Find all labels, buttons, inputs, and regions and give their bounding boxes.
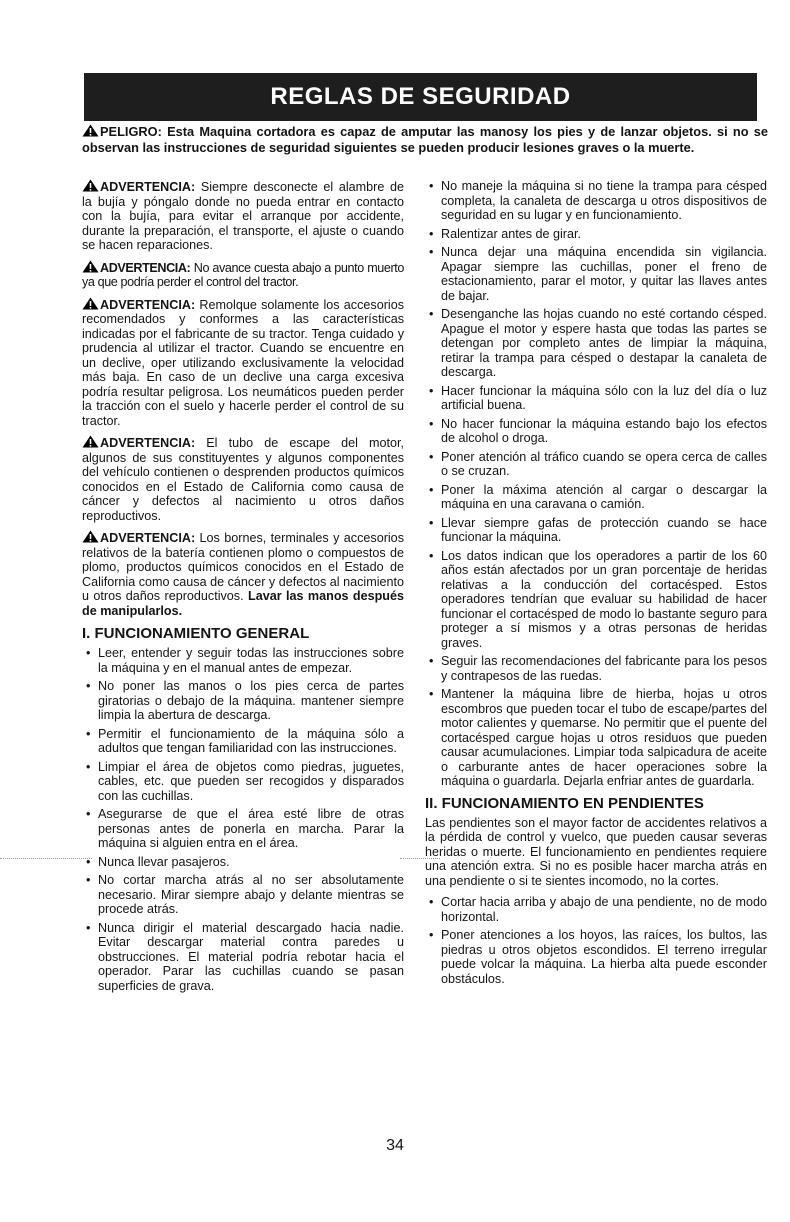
list-item: • Ralentizar antes de girar. xyxy=(425,227,767,242)
warning-text: No avance cuesta abajo a punto muerto ya que podría perder el control del tractor. xyxy=(82,260,404,289)
warning-triangle-icon xyxy=(82,297,99,310)
warning-label: ADVERTENCIA: xyxy=(100,436,196,450)
list-item: • Hacer funcionar la máquina sólo con la luz del día o luz artificial buena. xyxy=(425,384,767,413)
warning-triangle-icon xyxy=(82,179,99,192)
warning-text: Remolque solamente los accesorios recomendados y conformes a las características indicadas por el fabricante de su tractor. Tenga cuidado y prudencia al utilizar el tractor. Cuando se encuentre en un declive, oper utilizando exclusivamente la velocidad más baja. En caso de un declive una carga excesiva podría resultar peligrosa. Los neumáticos pueden perder la tracción con el suelo y hacerle perder el control de su tractor. xyxy=(82,297,404,428)
list-item: • Mantener la máquina libre de hierba, hojas u otros escombros que pueden tocar el tubo de escape/partes del motor calientes y quemarse. No permitir que el puente del cortacésped cargue hojas u otros residuos que pueden causar acumulaciones. Limpiar toda salpicadura de aceite o carburante antes de hacer operaciones sobre la máquina o guardarla. Dejarla enfriar antes de guardarla. xyxy=(425,687,767,789)
scan-fold-line xyxy=(0,858,92,859)
warning-text: Siempre desconecte el alambre de la bujía y póngalo donde no pueda entrar en contacto con la bujía, para evitar el arranque por accidente, durante la preparación, el transporte, el ajuste o cuando se hacen reparaciones. xyxy=(82,180,405,252)
list-item: • No poner las manos o los pies cerca de partes giratorias o debajo de la máquina. mantener siempre limpia la abertura de descarga. xyxy=(82,679,404,723)
slopes-rules-list xyxy=(425,895,767,986)
list-item: • Nunca llevar pasajeros. xyxy=(82,855,404,870)
list-item: • No hacer funcionar la máquina estando bajo los efectos de alcohol o droga. xyxy=(425,417,767,446)
danger-notice xyxy=(82,124,768,156)
list-item: • Poner atenciones a los hoyos, las raíces, los bultos, las piedras u otros objetos escondidos. El terreno irregular puede volcar la máquina. La hierba alta puede esconder obstáculos. xyxy=(425,928,767,986)
slopes-intro-text: Las pendientes son el mayor factor de accidentes relativos a la pérdida de control y vuelco, que pueden causar severas heridas o muerte. El funcionamiento en pendientes requiere una atención extra. Si no es posible hacer marcha atrás en una pendiente o si te sientes incomodo, no la cortes. xyxy=(425,815,767,888)
section-banner xyxy=(84,73,757,121)
list-item: • Cortar hacia arriba y abajo de una pendiente, no de modo horizontal. xyxy=(425,895,767,924)
warning-triangle-icon xyxy=(82,124,99,137)
list-item: • No cortar marcha atrás al no ser absolutamente necesario. Mirar siempre abajo y delante mientras se procede atrás. xyxy=(82,873,404,917)
warning-triangle-icon xyxy=(82,530,99,543)
warning-paragraph xyxy=(82,260,404,290)
list-item: • Poner la máxima atención al cargar o descargar la máquina en una caravana o camión. xyxy=(425,483,767,512)
warning-label: ADVERTENCIA: xyxy=(100,180,196,194)
list-item: • Nunca dejar una máquina encendida sin vigilancia. Apagar siempre las cuchillas, poner el freno de estacionamiento, parar el motor, y quitar las llaves antes de bajar. xyxy=(425,245,767,303)
list-item: • Nunca dirigir el material descargado hacia nadie. Evitar descargar material contra paredes u obstrucciones. El material podría rebotar hacia el operador. Parar las cuchillas cuando se pasan superficies de grava. xyxy=(82,921,404,994)
warning-label: ADVERTENCIA: xyxy=(100,297,196,312)
section-heading-slopes: II. FUNCIONAMIENTO EN PENDIENTES xyxy=(425,794,704,812)
danger-text: Esta Maquina cortadora es capaz de amputar las manosy los pies y de lanzar objetos. si no se observan las instrucciones de seguridad siguientes se pueden producir lesiones graves o la muerte. xyxy=(82,124,768,155)
warning-paragraph xyxy=(82,530,404,618)
warning-text: El tubo de escape del motor, algunos de sus constituyentes y algunos componentes del vehículo contienen o desprenden productos químicos conocidos en el Estado de California como causa de cáncer y defectos al nacimiento u otros daños reproductivos. xyxy=(82,436,405,523)
left-column xyxy=(82,179,404,999)
warning-paragraph xyxy=(82,297,404,429)
warning-text: Los bornes, terminales y accesorios relativos de la batería contienen plomo o compuestos de plomo, productos químicos conocidos en el Estado de California como causa de cáncer y defectos al nacimiento u otros daños reproductivos. xyxy=(82,531,405,603)
warning-paragraph xyxy=(82,179,404,253)
warning-label: ADVERTENCIA: xyxy=(100,531,196,545)
page-title: REGLAS DE SEGURIDAD xyxy=(270,83,571,110)
list-item: • Desenganche las hojas cuando no esté cortando césped. Apague el motor y espere hasta que todas las partes se detengan por completo antes de limpiar la máquina, retirar la trampa para césped o destapar la canaleta de descarga. xyxy=(425,307,767,380)
section-heading-general: I. FUNCIONAMIENTO GENERAL xyxy=(82,625,310,642)
page-number: 34 xyxy=(386,1137,404,1154)
warning-triangle-icon xyxy=(82,435,99,448)
list-item: • Llevar siempre gafas de protección cuando se hace funcionar la máquina. xyxy=(425,516,767,545)
general-rules-list-continued xyxy=(425,179,767,789)
list-item: • Limpiar el área de objetos como piedras, juguetes, cables, etc. que pueden ser recogidos y disparados con las cuchillas. xyxy=(82,760,404,804)
list-item: • Leer, entender y seguir todas las instrucciones sobre la máquina y en el manual antes de empezar. xyxy=(82,646,404,675)
right-column xyxy=(425,179,767,992)
list-item: • Los datos indican que los operadores a partir de los 60 años están afectados por un gran porcentaje de heridas relativas a la conducción del cortacésped. Estos operadores tendrían que evaluar su habilidad de hacer funcionar el cortacésped de modo lo bastante seguro para proteger a sí mismos y a otras personas de heridas graves. xyxy=(425,549,767,651)
warning-bold-tail: Lavar las manos después de manipularlos. xyxy=(82,589,405,618)
list-item: • Asegurarse de que el área esté libre de otras personas antes de ponerla en marcha. Parar la máquina si alguien entra en el área. xyxy=(82,807,404,851)
list-item: • Permitir el funcionamiento de la máquina sólo a adultos que tengan familiaridad con las instrucciones. xyxy=(82,727,404,756)
warning-label: ADVERTENCIA: xyxy=(100,260,191,275)
list-item: • Poner atención al tráfico cuando se opera cerca de calles o se cruzan. xyxy=(425,450,767,479)
general-rules-list xyxy=(82,646,404,993)
list-item: • No maneje la máquina si no tiene la trampa para césped completa, la canaleta de descarga u otros dispositivos de seguridad en su lugar y en funcionamiento. xyxy=(425,179,767,223)
warning-paragraph xyxy=(82,435,404,523)
warning-triangle-icon xyxy=(82,260,99,273)
scan-fold-line xyxy=(400,858,440,859)
danger-label: PELIGRO: xyxy=(100,124,162,139)
list-item: • Seguir las recomendaciones del fabricante para los pesos y contrapesos de las ruedas. xyxy=(425,654,767,683)
